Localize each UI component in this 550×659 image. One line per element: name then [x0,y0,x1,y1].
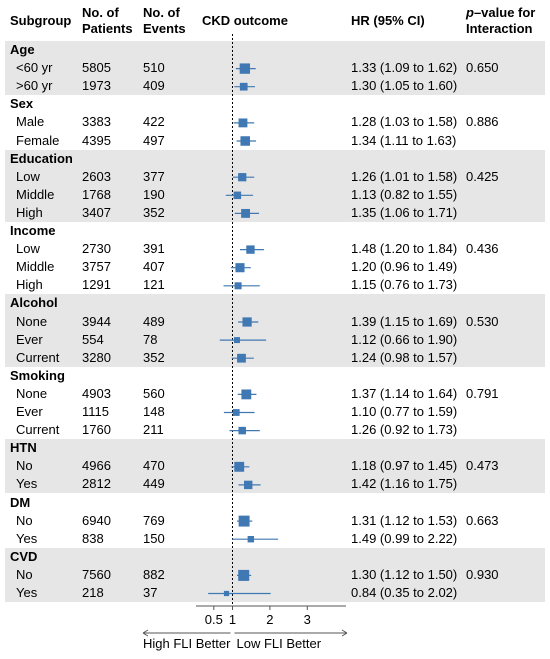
patients-count: 554 [82,331,104,347]
x-tick-label: 1 [228,612,237,627]
hr-marker [246,245,254,253]
hr-ci-text: 1.35 (1.06 to 1.71) [351,204,458,220]
hr-marker [239,516,250,527]
p-interaction: 0.886 [466,114,499,130]
patients-count: 4395 [82,132,111,148]
hr-marker [234,192,242,200]
x-tick-label: 3 [303,612,311,627]
events-count: 510 [143,60,165,76]
subgroup-label: >60 yr [16,78,53,94]
patients-count: 2730 [82,241,111,257]
group-heading: HTN [10,440,37,456]
events-count: 560 [143,385,165,401]
group-heading: Age [10,42,35,57]
events-count: 211 [143,422,164,438]
hr-ci-text: 1.42 (1.16 to 1.75) [351,476,458,492]
events-count: 352 [143,349,165,365]
header-events-line2: Events [143,21,186,36]
header-pvalue-p: p [466,5,474,20]
hr-marker [239,118,248,127]
hr-ci-text: 1.34 (1.11 to 1.63) [351,132,457,148]
patients-count: 5805 [82,60,111,76]
hr-ci-text: 1.13 (0.82 to 1.55) [351,186,458,202]
hr-ci-text: 1.37 (1.14 to 1.64) [351,385,458,401]
events-count: 769 [143,512,165,528]
subgroup-label: High [16,277,43,293]
header-pvalue-rest: –value for [473,5,536,20]
p-interaction: 0.530 [466,313,499,329]
hr-ci-text: 1.18 (0.97 to 1.45) [351,458,458,474]
patients-count: 2603 [82,168,111,184]
header-patients-line1: No. of [82,5,119,20]
hr-marker [240,63,250,73]
group-heading: CVD [10,548,38,564]
hr-ci-text: 1.48 (1.20 to 1.84) [351,241,458,257]
subgroup-label: No [16,458,33,474]
patients-count: 3383 [82,114,111,130]
header-outcome: CKD outcome [202,13,288,28]
events-count: 148 [143,404,165,419]
patients-count: 1291 [82,277,111,293]
hr-marker [238,427,245,434]
hr-marker [235,263,244,272]
p-interaction: 0.930 [466,566,499,582]
patients-count: 6940 [82,512,111,528]
events-count: 78 [143,331,158,347]
p-interaction: 0.650 [466,60,499,76]
hr-marker [241,389,251,399]
patients-count: 1115 [82,404,109,419]
patients-count: 7560 [82,566,111,582]
header-subgroup: Subgroup [10,13,72,28]
patients-count: 3280 [82,349,111,365]
hr-marker [224,591,229,596]
p-interaction: 0.436 [466,241,499,257]
hr-marker [248,536,254,542]
subgroup-label: Yes [16,530,38,546]
events-count: 352 [143,204,165,220]
hr-marker [242,317,251,326]
events-count: 882 [143,566,165,582]
subgroup-label: No [16,566,33,582]
header-pvalue-line2: Interaction [466,21,533,36]
events-count: 470 [143,458,165,474]
hr-marker [240,136,250,146]
subgroup-label: None [16,385,48,401]
p-interaction: 0.425 [466,168,499,184]
hr-marker [240,83,248,91]
events-count: 497 [143,132,165,148]
subgroup-label: Yes [16,585,38,600]
subgroup-label: No [16,512,33,528]
patients-count: 218 [82,585,104,600]
subgroup-label: Low [16,168,40,184]
patients-count: 3757 [82,259,111,275]
subgroup-label: Current [16,422,60,438]
subgroup-label: Female [16,132,60,148]
group-heading: Education [10,150,73,166]
patients-count: 3944 [82,313,111,329]
subgroup-label: Yes [16,476,38,492]
hr-ci-text: 1.20 (0.96 to 1.49) [351,259,458,275]
events-count: 449 [143,476,165,492]
group-heading: Alcohol [10,295,58,311]
hr-ci-text: 0.84 (0.35 to 2.02) [351,585,458,600]
subgroup-label: Middle [16,186,55,202]
events-count: 409 [143,78,165,94]
favors-low-fli-label: Low FLI Better [236,636,322,651]
events-count: 391 [143,241,165,257]
group-heading: Sex [10,96,34,112]
hr-ci-text: 1.26 (0.92 to 1.73) [351,422,458,438]
hr-ci-text: 1.30 (1.12 to 1.50) [351,566,458,582]
hr-ci-text: 1.33 (1.09 to 1.62) [351,60,458,76]
favors-high-fli-label: High FLI Better [143,636,231,651]
x-tick-label: 0.5 [204,612,223,627]
hr-ci-text: 1.30 (1.05 to 1.60) [351,78,458,94]
hr-marker [234,337,240,343]
subgroup-label: High [16,204,43,220]
patients-count: 4903 [82,385,111,401]
hr-ci-text: 1.39 (1.15 to 1.69) [351,313,458,329]
hr-marker [234,462,244,472]
events-count: 150 [143,530,165,546]
events-count: 190 [143,186,165,202]
events-count: 422 [143,114,165,130]
hr-marker [238,173,246,181]
header-hr: HR (95% CI) [351,13,425,28]
p-interaction: 0.791 [466,385,499,401]
subgroup-label: Middle [16,259,55,275]
hr-marker [244,481,252,489]
events-count: 489 [143,313,165,329]
events-count: 407 [143,259,165,275]
hr-ci-text: 1.10 (0.77 to 1.59) [351,404,458,419]
hr-ci-text: 1.24 (0.98 to 1.57) [351,349,458,365]
header-events-line1: No. of [143,5,180,20]
hr-ci-text: 1.49 (0.99 to 2.22) [351,530,458,546]
subgroup-label: Current [16,349,60,365]
subgroup-label: Ever [16,404,43,419]
subgroup-label: <60 yr [16,60,53,76]
patients-count: 4966 [82,458,111,474]
patients-count: 838 [82,530,104,546]
hr-marker [233,409,240,416]
events-count: 121 [143,277,165,293]
p-interaction: 0.663 [466,512,499,528]
subgroup-label: None [16,313,48,329]
hr-ci-text: 1.26 (1.01 to 1.58) [351,168,458,184]
hr-marker [235,282,242,289]
hr-ci-text: 1.31 (1.12 to 1.53) [351,512,458,528]
hr-ci-text: 1.28 (1.03 to 1.58) [351,114,458,130]
subgroup-label: Ever [16,331,43,347]
hr-ci-text: 1.15 (0.76 to 1.73) [351,277,458,293]
group-heading: Smoking [10,367,65,383]
hr-marker [237,354,246,363]
events-count: 37 [143,585,158,600]
subgroup-label: Male [16,114,45,130]
group-heading: DM [10,494,31,510]
hr-marker [238,570,249,581]
subgroup-label: Low [16,241,40,257]
header-patients-line2: Patients [82,21,133,36]
patients-count: 1760 [82,422,111,438]
events-count: 377 [143,168,165,184]
patients-count: 3407 [82,204,111,220]
hr-ci-text: 1.12 (0.66 to 1.90) [351,331,458,347]
group-heading: Income [10,223,56,238]
hr-marker [241,209,250,218]
patients-count: 1768 [82,186,111,202]
patients-count: 2812 [82,476,111,492]
patients-count: 1973 [82,78,111,94]
x-tick-label: 2 [266,612,274,627]
p-interaction: 0.473 [466,458,499,474]
